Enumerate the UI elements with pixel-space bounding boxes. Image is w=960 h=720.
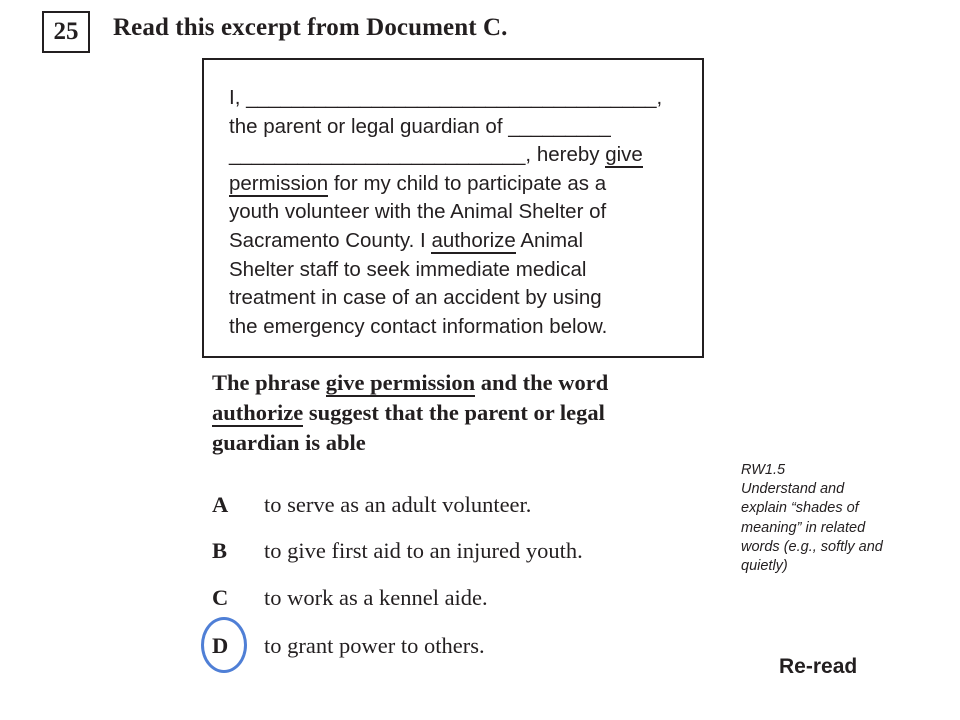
choice-a-letter: A bbox=[212, 492, 229, 517]
excerpt-line-6: Sacramento County. I bbox=[229, 228, 432, 252]
standard-line-5: quietly) bbox=[741, 558, 788, 575]
excerpt-box bbox=[202, 58, 704, 358]
excerpt-line-1: I, ____________________________________, bbox=[229, 86, 663, 109]
standard-line-4: words (e.g., softly and bbox=[741, 538, 883, 555]
stem-part-3: and the word bbox=[475, 370, 609, 395]
choice-c-text: to work as a kennel aide. bbox=[264, 585, 488, 610]
excerpt-line-8: treatment in case of an accident by using bbox=[229, 286, 602, 310]
standard-note bbox=[741, 461, 941, 576]
stem-part-6: guardian is able bbox=[212, 430, 366, 455]
underlined-authorize: authorize bbox=[431, 228, 516, 252]
selected-answer-circle bbox=[201, 617, 247, 673]
choice-c-letter: C bbox=[212, 585, 229, 610]
choice-d-text: to grant power to others. bbox=[264, 633, 485, 658]
stem-underlined-authorize: authorize bbox=[212, 400, 304, 425]
excerpt-line-7: Shelter staff to seek immediate medical bbox=[229, 257, 587, 281]
standard-code: RW1.5 bbox=[741, 462, 786, 478]
question-number: 25 bbox=[42, 11, 90, 53]
question-prompt: Read this excerpt from Document C. bbox=[113, 14, 508, 41]
excerpt-line-5: youth volunteer with the Animal Shelter of bbox=[229, 200, 607, 224]
excerpt-line-6-end: Animal bbox=[515, 228, 584, 252]
standard-line-2: explain “shades of bbox=[741, 500, 859, 517]
choice-a-text: to serve as an adult volunteer. bbox=[264, 492, 532, 517]
choice-d-letter: D bbox=[212, 633, 229, 658]
stem-part-1: The phrase bbox=[212, 370, 326, 395]
excerpt-text bbox=[229, 84, 662, 341]
choice-b-letter: B bbox=[212, 538, 228, 563]
question-stem bbox=[212, 368, 712, 458]
excerpt-line-4: for my child to participate as a bbox=[328, 171, 607, 195]
excerpt-line-3: __________________________, hereby bbox=[229, 143, 606, 167]
stem-part-5: suggest that the parent or legal bbox=[303, 400, 605, 425]
excerpt-line-2: the parent or legal guardian of _________ bbox=[229, 114, 611, 138]
reread-note: Re-read bbox=[779, 655, 858, 678]
stem-underlined-give-permission: give permission bbox=[325, 370, 476, 395]
choice-b-text: to give first aid to an injured youth. bbox=[264, 538, 583, 563]
underlined-give: give bbox=[605, 143, 643, 167]
excerpt-line-9: the emergency contact information below. bbox=[229, 314, 608, 338]
standard-line-3: meaning” in related bbox=[741, 519, 866, 536]
underlined-permission: permission bbox=[229, 171, 329, 195]
standard-line-1: Understand and bbox=[741, 481, 845, 498]
